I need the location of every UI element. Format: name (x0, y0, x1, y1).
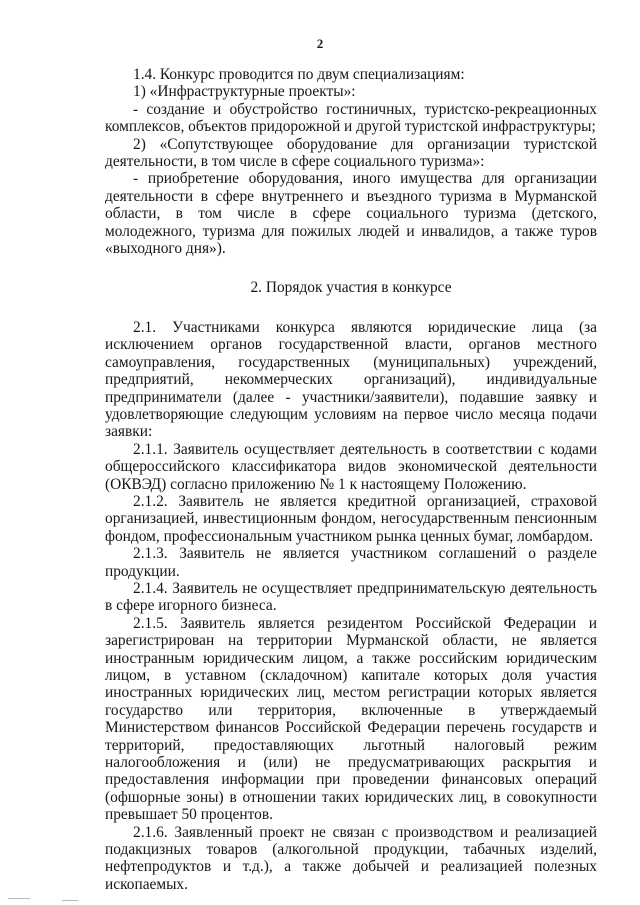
paragraph-specialization-1-item: - создание и обустройство гостиничных, туристско-рекреационных комплексов, объектов придорожной и другой туристской инфраструктуры; (105, 100, 597, 136)
paragraph-2-1-5: 2.1.5. Заявитель является резидентом Российской Федерации и зарегистрирован на территории Мурманской области, не является иностранным юридическим лицом, а также российским юридическим лицом, в уставном (складочном) капитале которых доля участия иностранных юридических лиц, местом регистрации которых является государство или территория, включенные в утверждаемый Министерством финансов Российской Федерации перечень государств и территорий, предоставляющих льготный налоговый режим налогообложения и (или) не предусматривающих раскрытия и предоставления информации при проведении финансовых операций (офшорные зоны) в отношении таких юридических лиц, в совокупности превышает 50 процентов. (105, 614, 597, 824)
scan-artifact-bottom (62, 900, 78, 901)
section-heading: 2. Порядок участия в конкурсе (250, 279, 452, 297)
paragraph-2-1-4: 2.1.4. Заявитель не осуществляет предпринимательскую деятельность в сфере игорного бизнеса. (105, 579, 597, 615)
paragraph-2-1: 2.1. Участниками конкурса являются юридические лица (за исключением органов государственной власти, органов местного самоуправления, государственных (муниципальных) учреждений, предприятий, некоммерческих организаций), индивидуальные предприниматели (далее - участники/заявители), подавшие заявку и удовлетворяющие следующим условиям на первое число месяца подачи заявки: (105, 318, 597, 441)
paragraph-specialization-2-item: - приобретение оборудования, иного имущества для организации деятельности в сфере внутреннего и въездного туризма в Мурманской области, в том числе в сфере социального туризма (детского, молодежного, туризма для пожилых людей и инвалидов, а также туров «выходного дня»). (105, 170, 597, 258)
paragraph-2-1-1: 2.1.1. Заявитель осуществляет деятельность в соответствии с кодами общероссийского классификатора видов экономической деятельности (ОКВЭД) согласно приложению № 1 к настоящему Положению. (105, 440, 597, 493)
paragraph-2-1-3: 2.1.3. Заявитель не является участником соглашений о разделе продукции. (105, 545, 597, 580)
paragraph-specialization-2: 2) «Сопутствующее оборудование для организации туристской деятельности, в том числе в сфере социального туризма»: (105, 135, 597, 171)
scan-artifact-bottom-left (8, 898, 30, 899)
paragraph-specialization-1: 1) «Инфраструктурные проекты»: (133, 83, 356, 101)
document-body (105, 66, 597, 893)
page-number: 2 (316, 36, 324, 51)
paragraph-2-1-2: 2.1.2. Заявитель не является кредитной организацией, страховой организацией, инвестиционным фондом, негосударственным пенсионным фондом, профессиональным участником рынка ценных бумаг, ломбардом. (105, 492, 597, 545)
paragraph-2-1-6: 2.1.6. Заявленный проект не связан с производством и реализацией подакцизных товаров (алкогольной продукции, табачных изделий, нефтепродуктов и т.д.), а также добычей и реализацией полезных ископаемых. (105, 823, 597, 893)
paragraph-1-4: 1.4. Конкурс проводится по двум специализациям: (133, 66, 465, 83)
